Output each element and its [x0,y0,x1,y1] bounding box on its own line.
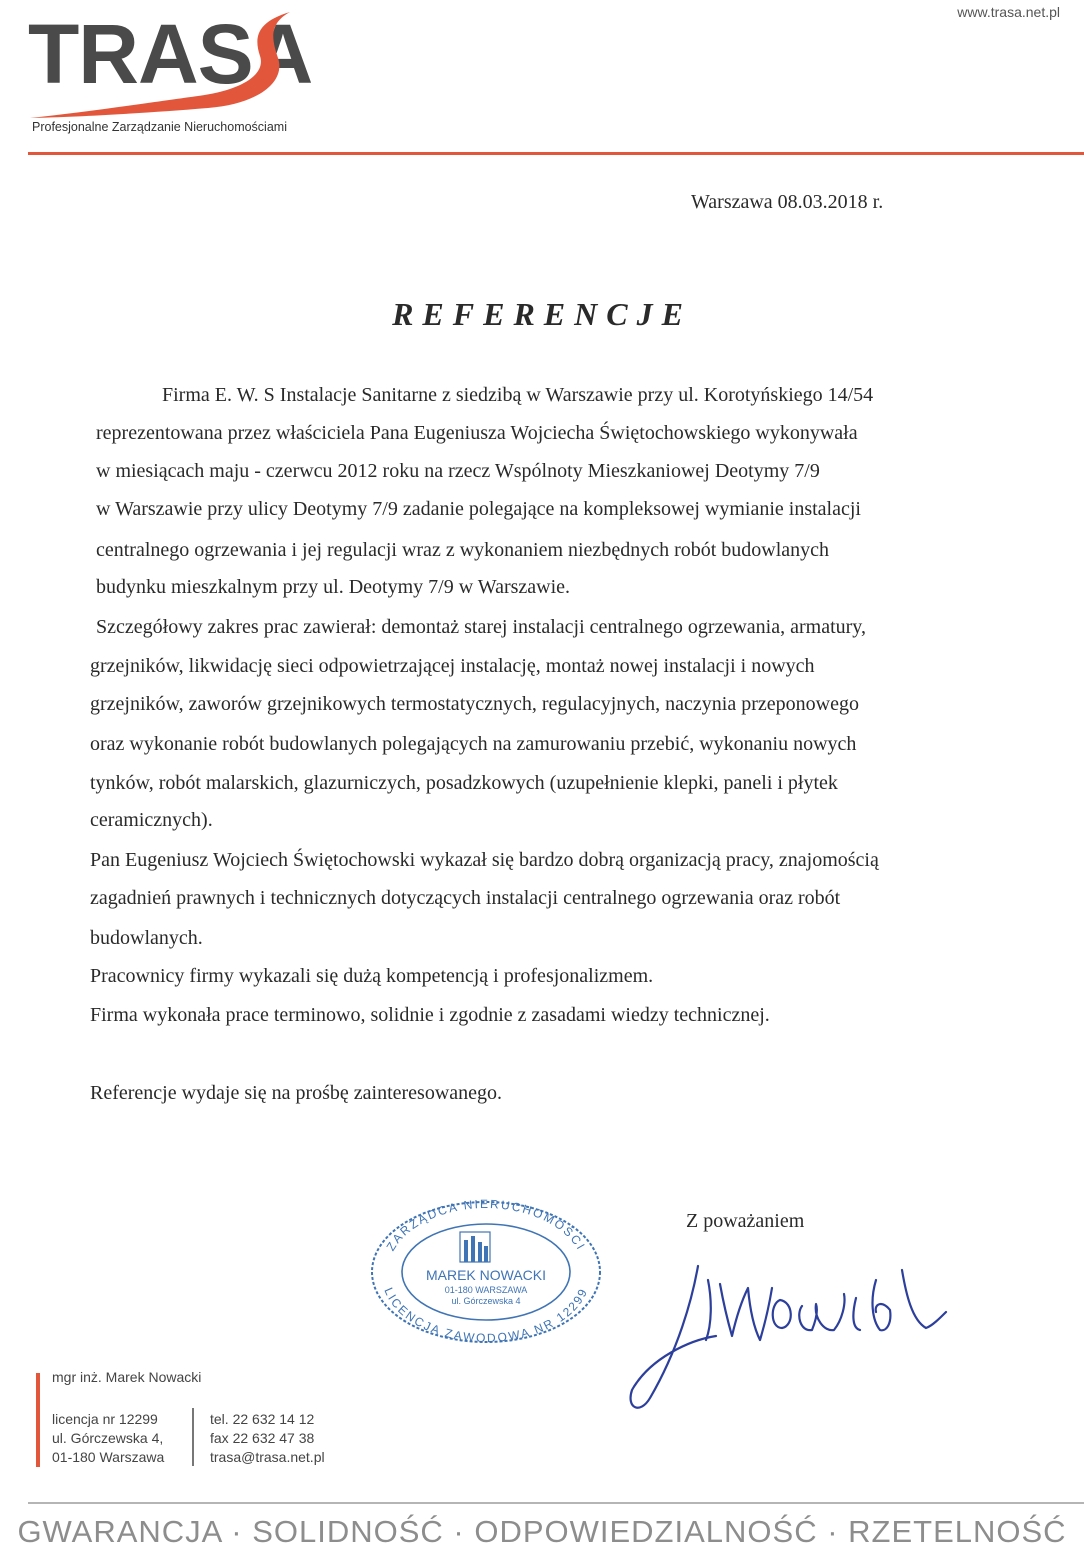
body-line: Firma E. W. S Instalacje Sanitarne z siedzibą w Warszawie przy ul. Korotyńskiego 14/54 [162,384,874,406]
company-tagline: Profesjonalne Zarządzanie Nieruchomościami [32,120,287,134]
svg-text:LICENCJA ZAWODOWA NR 12299: LICENCJA ZAWODOWA NR 12299 [381,1285,591,1346]
website-link[interactable]: www.trasa.net.pl [957,4,1060,20]
body-line: grzejników, likwidację sieci odpowietrzającej instalację, montaż nowej instalacji i nowych [90,655,815,677]
body-line: grzejników, zaworów grzejnikowych termostatycznych, regulacyjnych, naczynia przeponowego [90,693,859,715]
footer-license: licencja nr 12299 [52,1411,158,1427]
body-line: tynków, robót malarskich, glazurniczych, posadzkowych (uzupełnienie klepki, paneli i płytek [90,772,838,794]
footer-city: 01-180 Warszawa [52,1449,165,1465]
footer-accent-bar [36,1373,40,1467]
body-line: Pan Eugeniusz Wojciech Świętochowski wykazał się bardzo dobrą organizacją pracy, znajomością [90,849,879,871]
body-line: Szczegółowy zakres prac zawierał: demontaż starej instalacji centralnego ogrzewania, armatury, [96,616,866,638]
footer-contacts [210,1410,325,1467]
header-divider [28,152,1084,155]
footer-phone[interactable]: tel. 22 632 14 12 [210,1411,315,1427]
body-line: w Warszawie przy ulicy Deotymy 7/9 zadanie polegające na kompleksowej wymianie instalacji [96,498,861,520]
body-line: zagadnień prawnych i technicznych dotyczących instalacji centralnego ogrzewania oraz robót [90,887,841,909]
body-line: centralnego ogrzewania i jej regulacji wraz z wykonaniem niezbędnych robót budowlanych [96,539,830,561]
footer-street: ul. Górczewska 4, [52,1430,164,1446]
footer-contact-name: mgr inż. Marek Nowacki [52,1369,202,1385]
letter-closing: Z poważaniem [686,1210,805,1232]
letter-title: REFERENCJE [392,296,692,332]
footer-divider [28,1502,1084,1504]
company-logo [28,4,358,134]
company-motto: GWARANCJA · SOLIDNOŚĆ · ODPOWIEDZIALNOŚĆ · RZETELNOŚĆ [17,1514,1067,1549]
body-line: budowlanych. [90,927,203,949]
body-line: budynku mieszkalnym przy ul. Deotymy 7/9 w Warszawie. [96,576,571,598]
stamp-city: 01-180 WARSZAWA [444,1285,528,1295]
official-stamp [368,1196,604,1346]
body-line: w miesiącach maju - czerwcu 2012 roku na rzecz Wspólnoty Mieszkaniowej Deotymy 7/9 [96,460,820,482]
body-line: reprezentowana przez właściciela Pana Eugeniusza Wojciecha Świętochowskiego wykonywała [96,422,858,444]
body-line: ceramicznych). [90,809,213,831]
body-line: Referencje wydaje się na prośbę zainteresowanego. [90,1082,503,1104]
body-line: Firma wykonała prace terminowo, solidnie i zgodnie z zasadami wiedzy technicznej. [90,1004,770,1026]
logo-swoosh-icon [28,4,358,134]
signature-icon [620,1240,960,1410]
logo-wordmark: TRASA [28,7,313,101]
stamp-name: MAREK NOWACKI [425,1267,547,1283]
body-line: oraz wykonanie robót budowlanych polegających na zamurowaniu przebić, wykonaniu nowych [90,733,857,755]
body-line: Pracownicy firmy wykazali się dużą kompetencją i profesjonalizmem. [90,965,654,987]
stamp-icon [368,1196,604,1346]
svg-text:ZARZĄDCA NIERUCHOMOŚCI: ZARZĄDCA NIERUCHOMOŚCI [383,1196,589,1254]
footer-separator [192,1408,194,1466]
footer-address [52,1410,164,1467]
letter-date: Warszawa 08.03.2018 r. [691,191,884,213]
footer-fax: fax 22 632 47 38 [210,1430,315,1446]
footer-email[interactable]: trasa@trasa.net.pl [210,1449,325,1465]
stamp-street: ul. Górczewska 4 [451,1296,521,1306]
handwritten-signature [620,1240,960,1410]
